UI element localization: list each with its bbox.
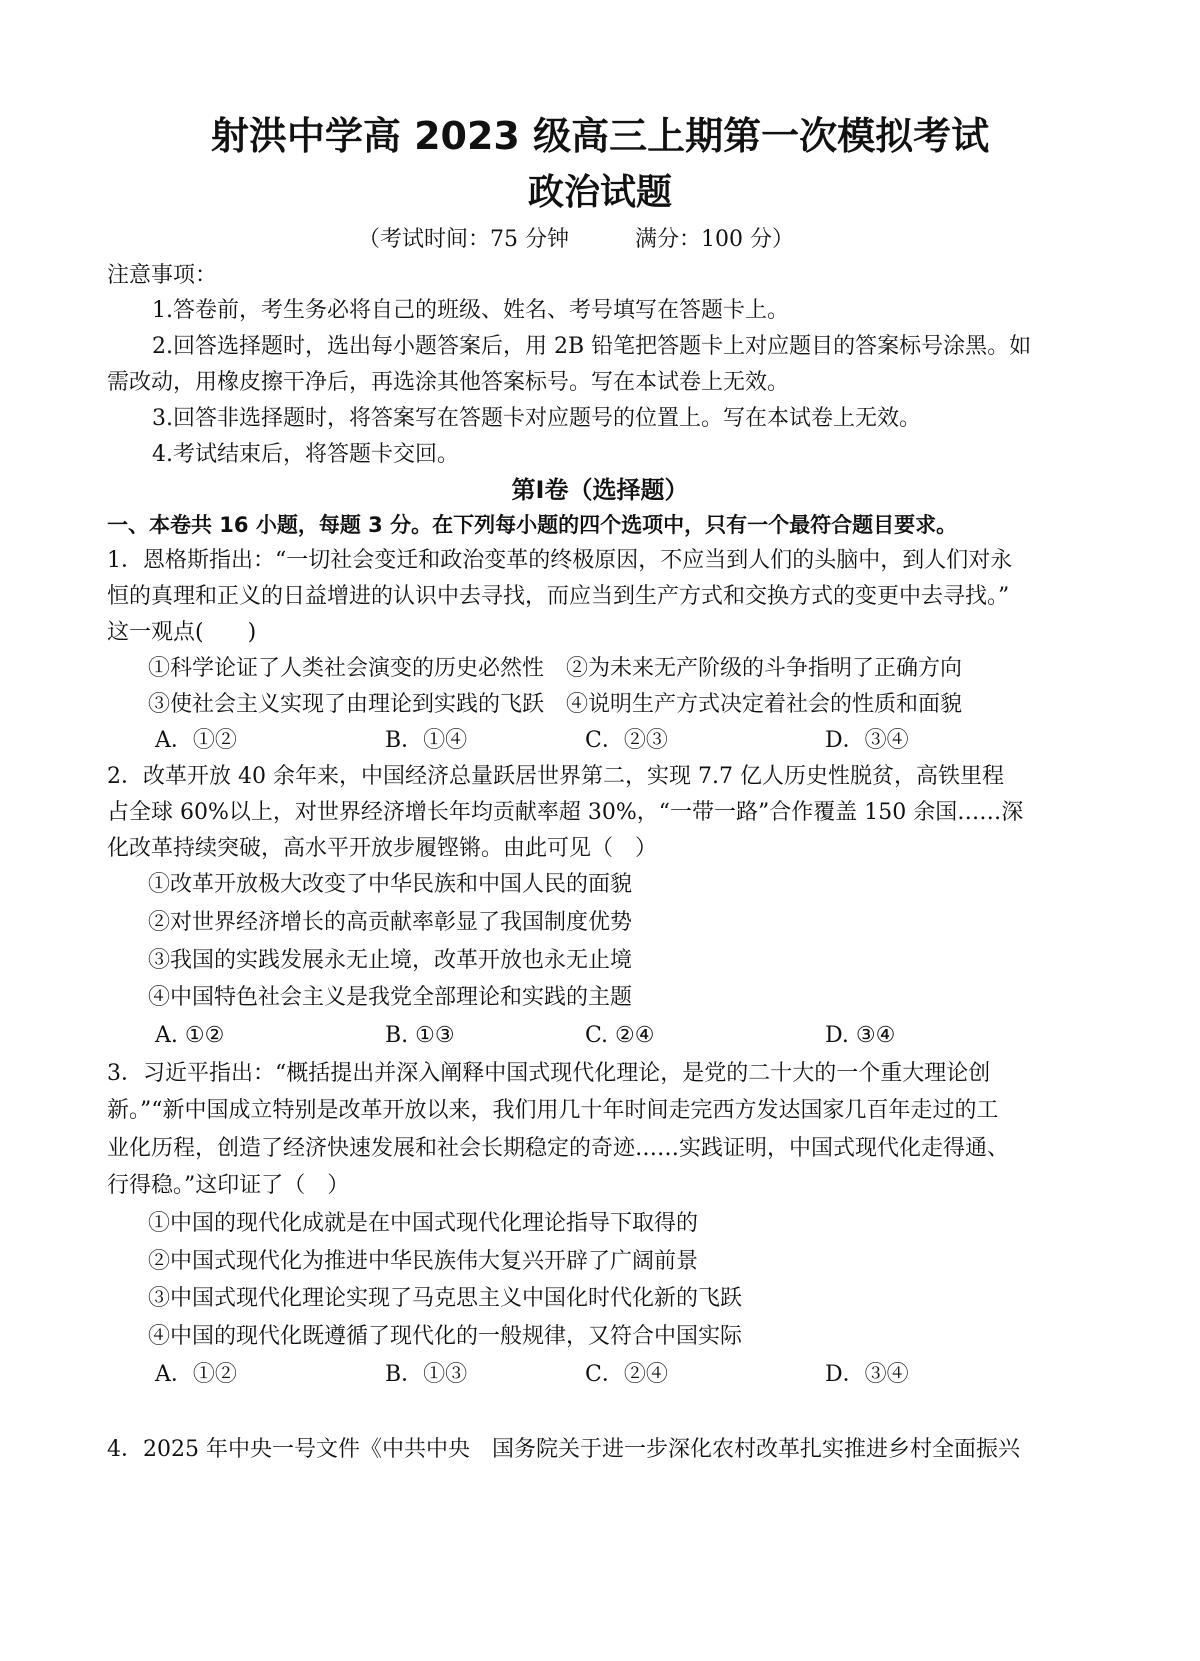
question-3-stem: 3．习近平指出：“概括提出并深入阐释中国式现代化理论，是党的二十大的一个重大理论创 (107, 1061, 991, 1086)
question-1-option-b: B．①④ (385, 728, 468, 753)
question-1-statement: ①科学论证了人类社会演变的历史必然性 ②为未来无产阶级的斗争指明了正确方向 (148, 656, 963, 681)
question-3-stem: 新。”“新中国成立特别是改革开放以来，我们用几十年时间走完西方发达国家几百年走过的工 (107, 1098, 999, 1123)
note-item: 1.答卷前，考生务必将自己的班级、姓名、考号填写在答题卡上。 (152, 298, 789, 323)
question-3-option-d: D．③④ (825, 1362, 909, 1387)
question-3-stem: 行得稳。”这印证了（ ） (107, 1173, 350, 1198)
question-2-statement: ③我国的实践发展永无止境，改革开放也永无止境 (148, 948, 633, 973)
question-4-stem: 4．2025 年中央一号文件《中共中央 国务院关于进一步深化农村改革扎实推进乡村全面振兴 (107, 1437, 1020, 1462)
notes-heading: 注意事项： (107, 263, 218, 288)
question-2-stem: 占全球 60%以上，对世界经济增长年均贡献率超 30%，“一带一路”合作覆盖 150 余国……深 (107, 800, 1024, 825)
exam-subtitle: 政治试题 (527, 172, 672, 213)
question-2-stem: 2．改革开放 40 余年来，中国经济总量跃居世界第二，实现 7.7 亿人历史性脱贫，高铁里程 (107, 764, 1004, 789)
question-2-option-d: D. ③④ (825, 1023, 896, 1048)
question-3-stem: 业化历程，创造了经济快速发展和社会长期稳定的奇迹……实践证明，中国式现代化走得通、 (107, 1136, 1010, 1161)
question-3-option-c: C．②④ (585, 1362, 668, 1387)
question-1-stem: 1．恩格斯指出：“一切社会变迁和政治变革的终极原因，不应当到人们的头脑中，到人们对永 (107, 548, 1013, 573)
note-item: 3.回答非选择题时，将答案写在答题卡对应题号的位置上。写在本试卷上无效。 (152, 406, 921, 431)
question-2-option-b: B. ①③ (385, 1023, 455, 1048)
exam-title: 射洪中学高 2023 级高三上期第一次模拟考试 (210, 114, 990, 158)
note-item: 需改动，用橡皮擦干净后，再选涂其他答案标号。写在本试卷上无效。 (107, 370, 790, 395)
question-1-option-d: D．③④ (825, 728, 909, 753)
note-item: 2.回答选择题时，选出每小题答案后，用 2B 铅笔把答题卡上对应题目的答案标号涂黑。如 (152, 334, 1032, 359)
question-2-statement: ①改革开放极大改变了中华民族和中国人民的面貌 (148, 872, 633, 897)
question-3-statement: ③中国式现代化理论实现了马克思主义中国化时代化新的飞跃 (148, 1286, 743, 1311)
question-3-statement: ④中国的现代化既遵循了现代化的一般规律，又符合中国实际 (148, 1324, 743, 1349)
question-2-option-a: A. ①② (155, 1023, 225, 1048)
question-1-stem: 这一观点( ) (107, 620, 257, 645)
note-item: 4.考试结束后，将答题卡交回。 (152, 442, 459, 467)
exam-info: （考试时间：75 分钟 满分：100 分） (358, 227, 794, 252)
question-3-option-b: B．①③ (385, 1362, 468, 1387)
question-2-statement: ②对世界经济增长的高贡献率彰显了我国制度优势 (148, 910, 633, 935)
section-title: 第I卷（选择题） (511, 476, 689, 504)
part-one-instruction: 一、本卷共 16 小题，每题 3 分。在下列每小题的四个选项中，只有一个最符合题目要求。 (107, 513, 958, 537)
question-3-option-a: A．①② (155, 1362, 237, 1387)
question-3-statement: ②中国式现代化为推进中华民族伟大复兴开辟了广阔前景 (148, 1249, 699, 1274)
question-3-statement: ①中国的现代化成就是在中国式现代化理论指导下取得的 (148, 1211, 699, 1236)
question-1-stem: 恒的真理和正义的日益增进的认识中去寻找，而应当到生产方式和交换方式的变更中去寻找。” (107, 584, 1010, 609)
question-2-stem: 化改革持续突破，高水平开放步履铿锵。由此可见（ ） (107, 836, 658, 861)
question-1-statement: ③使社会主义实现了由理论到实践的飞跃 ④说明生产方式决定着社会的性质和面貌 (148, 692, 963, 717)
question-1-option-c: C．②③ (585, 728, 668, 753)
question-2-statement: ④中国特色社会主义是我党全部理论和实践的主题 (148, 985, 633, 1010)
question-1-option-a: A．①② (155, 728, 237, 753)
question-2-option-c: C. ②④ (585, 1023, 655, 1048)
